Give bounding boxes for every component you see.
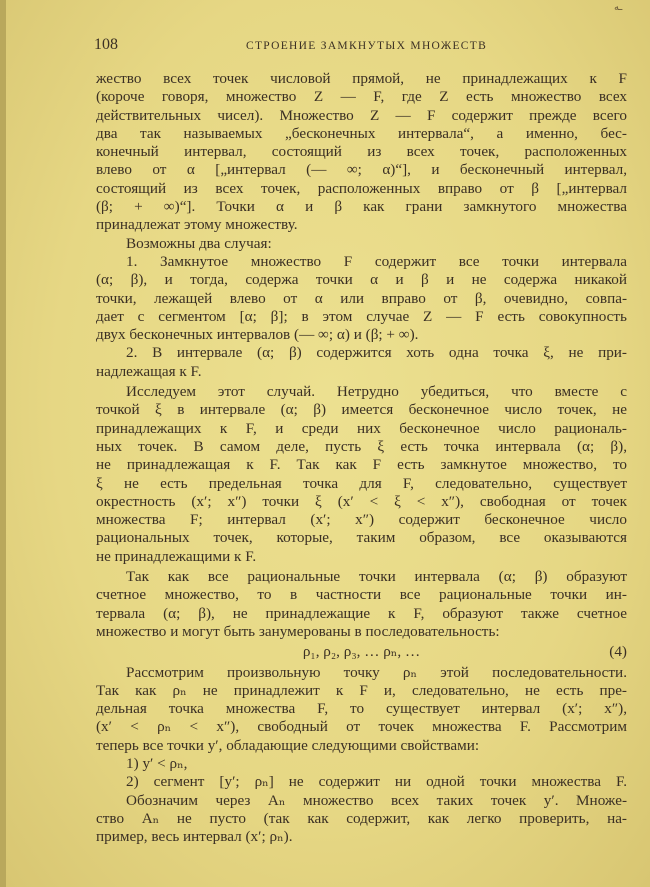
text-line xyxy=(96,326,627,344)
text-line xyxy=(96,383,627,401)
text-line xyxy=(96,664,627,682)
text-line xyxy=(96,235,627,253)
text-line-content: не принадлежащими к F. xyxy=(96,547,257,565)
text-line xyxy=(96,568,627,586)
text-line-content: пример, весь интервал (x′; ρₙ). xyxy=(96,828,293,846)
text-line-content: (α; β), и тогда, содержа точки α и β и не содержа никакой xyxy=(96,271,627,289)
text-line-content: Так как ρₙ не принадлежит к F и, следовательно, не есть пре- xyxy=(96,681,627,699)
text-line-content: множество и могут быть занумерованы в последовательность: xyxy=(96,622,500,640)
text-line xyxy=(96,253,627,271)
text-line xyxy=(96,737,627,755)
text-line-content: Так как все рациональные точки интервала (α; β) образуют xyxy=(126,568,627,586)
text-line xyxy=(96,718,627,736)
text-line-content: конечный интервал, состоящий из всех точек, расположенных xyxy=(96,143,627,161)
text-line xyxy=(96,88,627,106)
text-line-content: ных точек. В самом деле, пусть ξ есть точка интервала (α; β), xyxy=(96,437,627,455)
text-line xyxy=(96,529,627,547)
text-line xyxy=(96,401,627,419)
text-line-content: 2) сегмент [y′; ρₙ] не содержит ни одной точки множества F. xyxy=(126,773,627,791)
text-line xyxy=(96,161,627,179)
text-line xyxy=(96,308,627,326)
text-line xyxy=(96,420,627,438)
text-line xyxy=(96,216,627,234)
text-line xyxy=(96,792,627,810)
text-line-content: два так называемых „бесконечных интервала“, а именно, бес- xyxy=(96,124,627,142)
scan-mark-icon: ـﻪ xyxy=(614,2,623,13)
text-line-content: Рассмотрим произвольную точку ρₙ этой последовательности. xyxy=(126,663,627,681)
text-line-content: принадлежащих к F, и среди них бесконечное число рациональ- xyxy=(96,419,627,437)
text-line xyxy=(96,438,627,456)
text-line-content: принадлежат этому множеству. xyxy=(96,216,298,234)
text-line-content: тервала (α; β), не принадлежащие к F, образуют также счетное xyxy=(96,604,627,622)
equation-line xyxy=(96,643,627,661)
text-line xyxy=(96,143,627,161)
book-page xyxy=(6,0,650,887)
text-line-content: действительных чисел). Множество Z — F содержит прежде всего xyxy=(96,106,627,124)
text-line xyxy=(96,271,627,289)
page-number: 108 xyxy=(94,36,118,53)
text-line-content: рациональных точек, которые, таким образом, все оказываются xyxy=(96,529,627,547)
text-line-content: двух бесконечных интервалов (— ∞; α) и (β; + ∞). xyxy=(96,326,419,344)
body-text xyxy=(96,70,627,846)
text-line xyxy=(96,605,627,623)
text-line-content: множества F; интервал (x′; x″) содержит бесконечное число xyxy=(96,511,627,529)
text-line-content: влево от α [„интервал (— ∞; α)“], и бесконечный интервал, xyxy=(96,161,627,179)
text-line xyxy=(96,548,627,566)
text-line-content: (короче говоря, множество Z — F, где Z есть множество всех xyxy=(96,88,627,106)
text-line xyxy=(96,290,627,308)
text-line xyxy=(96,623,627,641)
text-line-content: не принадлежащая к F. Так как F есть замкнутое множество, то xyxy=(96,456,627,474)
text-line-content: 1. Замкнутое множество F содержит все точки интервала xyxy=(126,252,627,270)
text-line xyxy=(96,344,627,362)
text-line xyxy=(96,363,627,381)
text-line xyxy=(96,700,627,718)
text-line-content: ρ₁, ρ₂, ρ₃, … ρₙ, … xyxy=(302,643,421,661)
text-line-content: точкой ξ в интервале (α; β) имеется бесконечное число точек, не xyxy=(96,401,627,419)
text-line-content: (β; + ∞)“]. Точки α и β как грани замкнутого множества xyxy=(96,198,627,216)
text-line xyxy=(96,475,627,493)
text-line xyxy=(96,682,627,700)
text-line-content: счетное множество, то в частности все рациональные точки ин- xyxy=(96,586,627,604)
text-line xyxy=(96,828,627,846)
text-line-content: 1) y′ < ρₙ, xyxy=(126,754,188,772)
text-line-content: дельная точка множества F, то существует интервал (x′; x″), xyxy=(96,700,627,718)
text-line-content: теперь все точки y′, обладающие следующими свойствами: xyxy=(96,736,480,754)
text-line-content: дает с сегментом [α; β]; в этом случае Z — F есть совокупность xyxy=(96,307,627,325)
text-line-content: окрестность (x′; x″) точки ξ (x′ < ξ < x″), свободная от точек xyxy=(96,492,627,510)
text-line xyxy=(96,180,627,198)
equation-number: (4) xyxy=(609,643,627,661)
text-line-content: Возможны два случая: xyxy=(126,234,272,252)
text-line-content: (x′ < ρₙ < x″), свободный от точек множества F. Рассмотрим xyxy=(96,718,627,736)
text-line xyxy=(96,511,627,529)
text-line xyxy=(96,493,627,511)
text-line-content: Обозначим через Aₙ множество всех таких точек y′. Множе- xyxy=(126,791,627,809)
text-line xyxy=(96,107,627,125)
text-line-content: состоящий из всех точек, расположенных вправо от β [„интервал xyxy=(96,179,627,197)
text-line-content: 2. В интервале (α; β) содержится хоть одна точка ξ, не при- xyxy=(126,344,627,362)
text-line-content: надлежащая к F. xyxy=(96,362,202,380)
text-line xyxy=(96,198,627,216)
text-line xyxy=(96,586,627,604)
text-line xyxy=(96,755,627,773)
text-line xyxy=(96,773,627,791)
text-line-content: жество всех точек числовой прямой, не принадлежащих к F xyxy=(96,70,627,87)
text-line xyxy=(96,125,627,143)
text-line-content: точки, лежащей влево от α или вправо от β, очевидно, совпа- xyxy=(96,289,627,307)
text-line xyxy=(96,456,627,474)
text-line xyxy=(96,70,627,88)
text-line-content: ство Aₙ не пусто (так как содержит, как легко проверить, на- xyxy=(96,809,627,827)
text-line-content: Исследуем этот случай. Нетрудно убедиться, что вместе с xyxy=(126,383,627,401)
text-line-content: ξ не есть предельная точка для F, следовательно, существует xyxy=(96,474,627,492)
text-line xyxy=(96,810,627,828)
running-head: СТРОЕНИЕ ЗАМКНУТЫХ МНОЖЕСТВ xyxy=(246,40,488,52)
